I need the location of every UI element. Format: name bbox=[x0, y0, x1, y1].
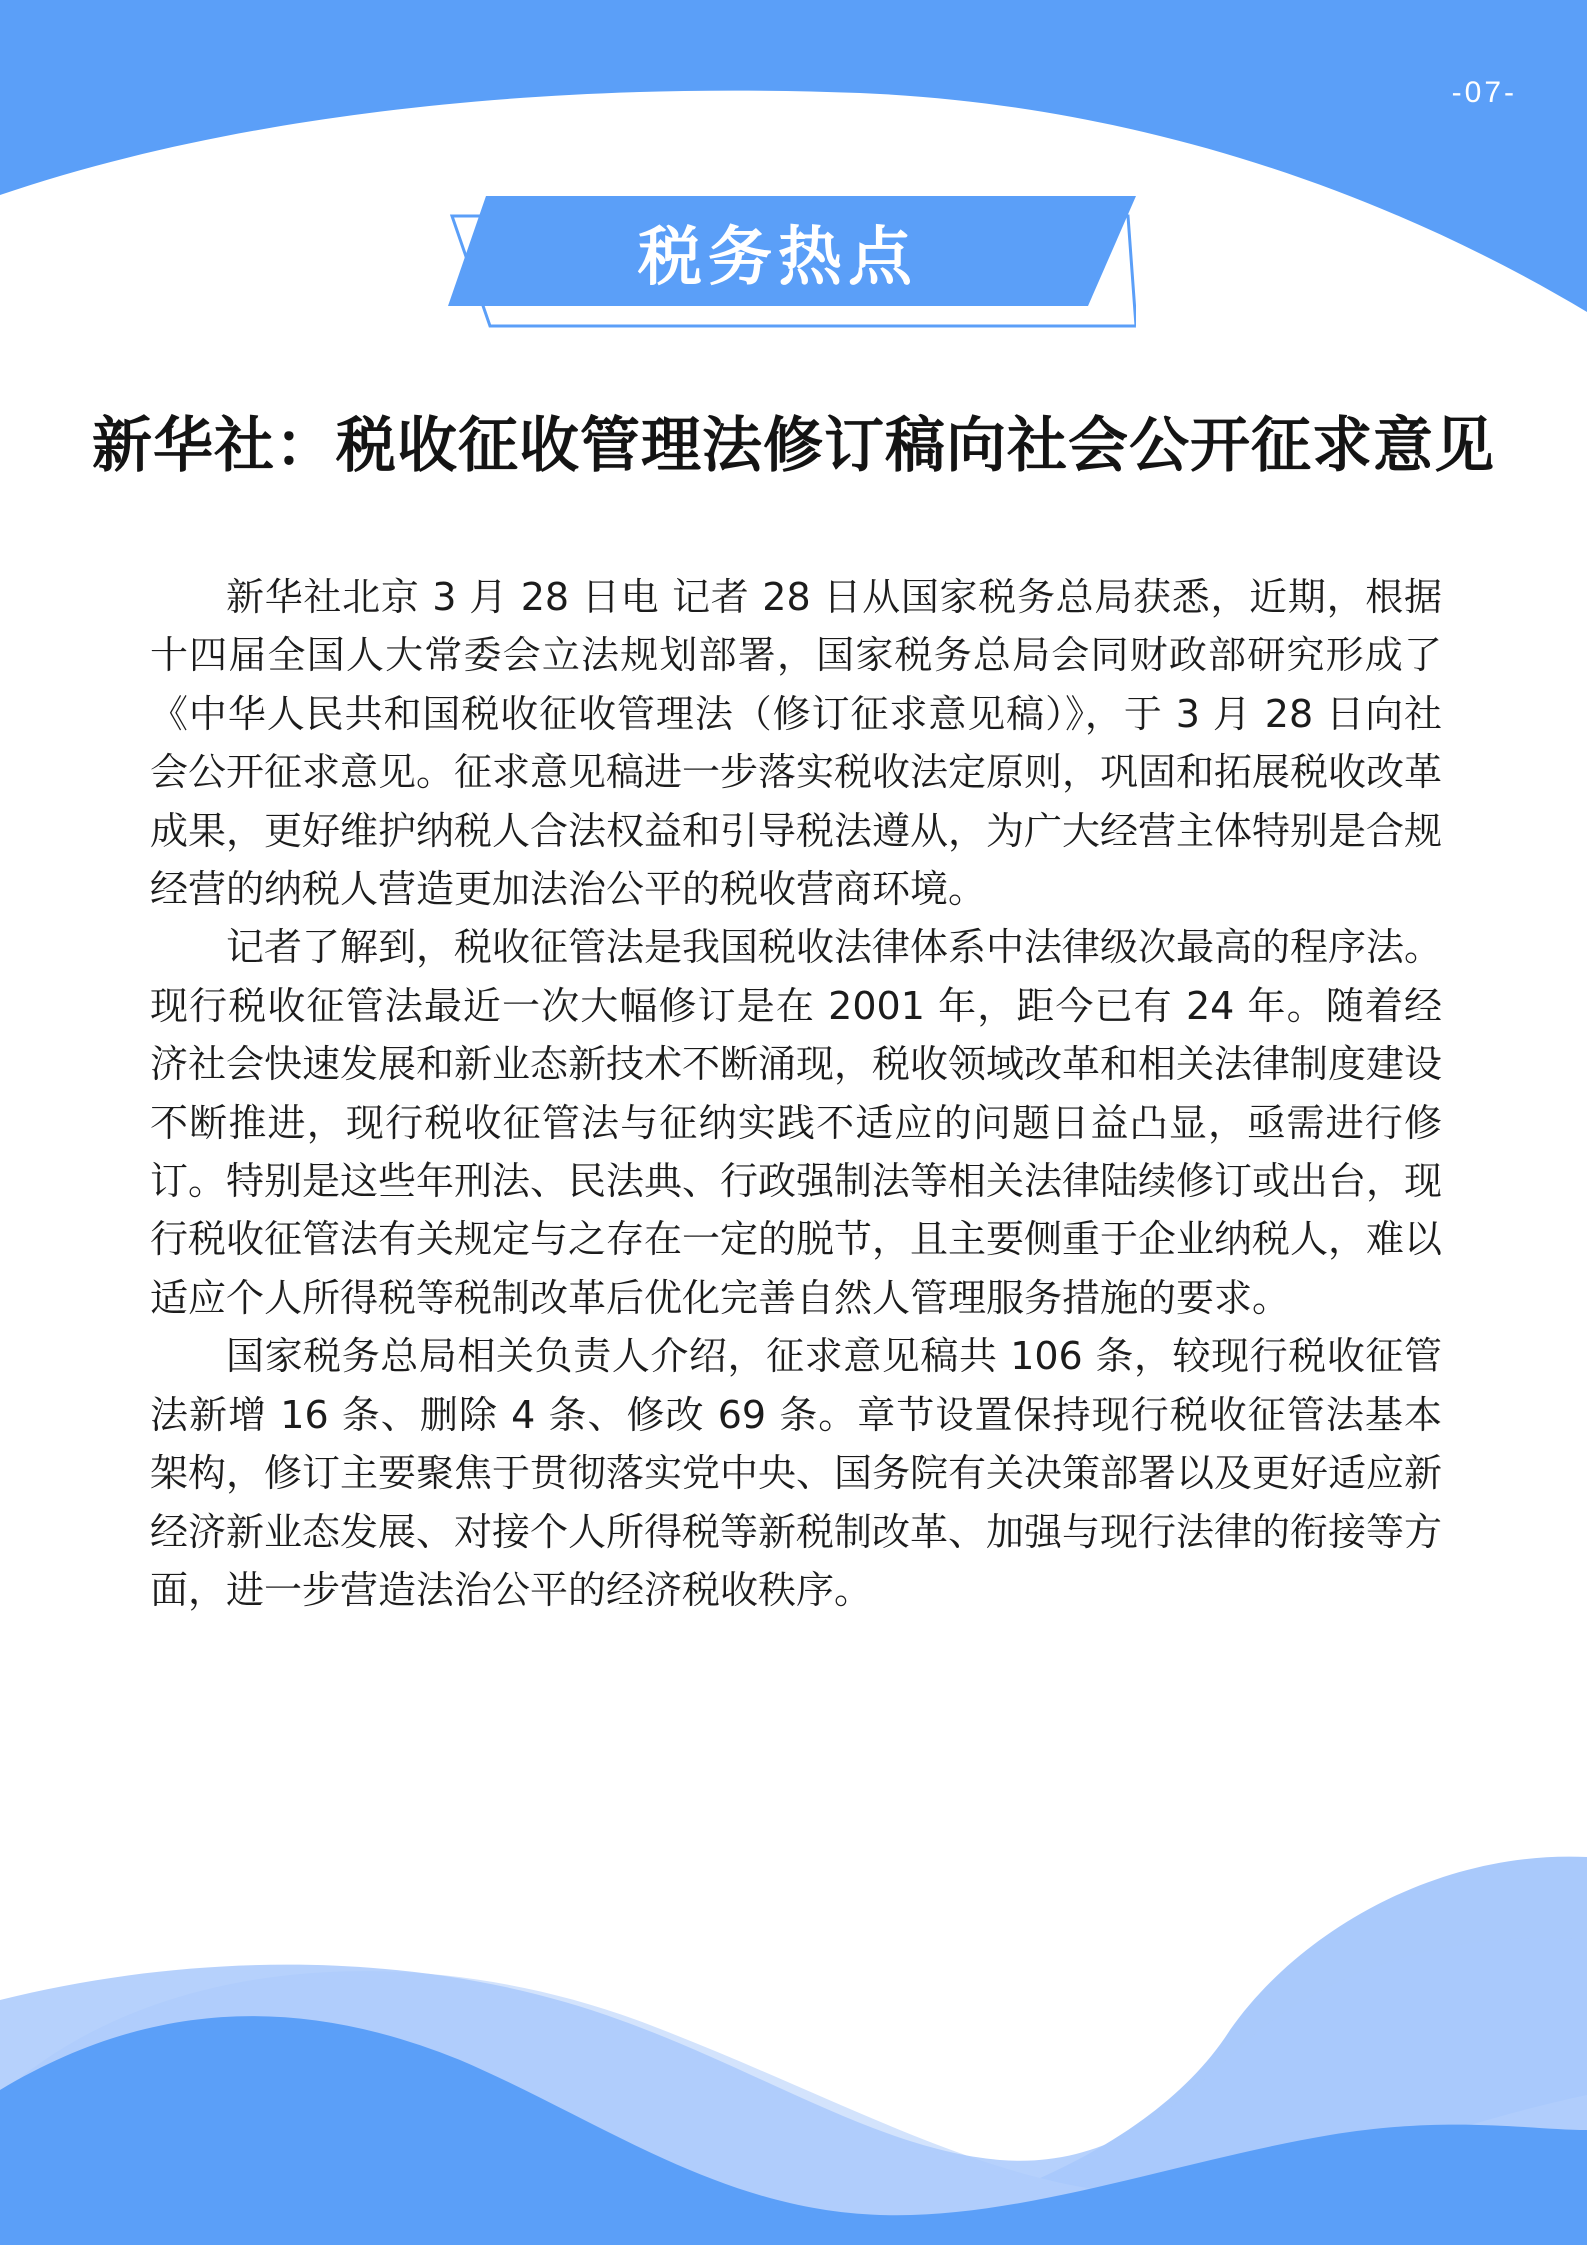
article-paragraph: 新华社北京 3 月 28 日电 记者 28 日从国家税务总局获悉，近期，根据十四届全国人大常委会立法规划部署，国家税务总局会同财政部研究形成了《中华人民共和国税收征收管理法（修订征求意见稿）》，于 3 月 28 日向社会公开征求意见。征求意见稿进一步落实税收法定原则，巩固和拓展税收改革成果，更好维护纳税人合法权益和引导税法遵从，为广大经营主体特别是合规经营的纳税人营造更加法治公平的税收营商环境。 bbox=[150, 575, 1443, 912]
section-banner bbox=[448, 196, 1136, 328]
page-number: -07- bbox=[1451, 76, 1517, 109]
article-body bbox=[150, 568, 1442, 1619]
section-label: 税务热点 bbox=[638, 221, 918, 295]
article-title: 新华社：税收征收管理法修订稿向社会公开征求意见 bbox=[92, 411, 1495, 481]
bottom-wave-background bbox=[0, 1830, 1587, 2245]
article-paragraph: 国家税务总局相关负责人介绍，征求意见稿共 106 条，较现行税收征管法新增 16 条、删除 4 条、修改 69 条。章节设置保持现行税收征管法基本架构，修订主要聚焦于贯彻落实党中央、国务院有关决策部署以及更好适应新经济新业态发展、对接个人所得税等新税制改革、加强与现行法律的衔接等方面，进一步营造法治公平的经济税收秩序。 bbox=[150, 1334, 1443, 1612]
article-paragraph: 记者了解到，税收征管法是我国税收法律体系中法律级次最高的程序法。现行税收征管法最近一次大幅修订是在 2001 年，距今已有 24 年。随着经济社会快速发展和新业态新技术不断涌现，税收领域改革和相关法律制度建设不断推进，现行税收征管法与征纳实践不适应的问题日益凸显，亟需进行修订。特别是这些年刑法、民法典、行政强制法等相关法律陆续修订或出台，现行税收征管法有关规定与之存在一定的脱节，且主要侧重于企业纳税人，难以适应个人所得税等税制改革后优化完善自然人管理服务措施的要求。 bbox=[150, 925, 1443, 1320]
